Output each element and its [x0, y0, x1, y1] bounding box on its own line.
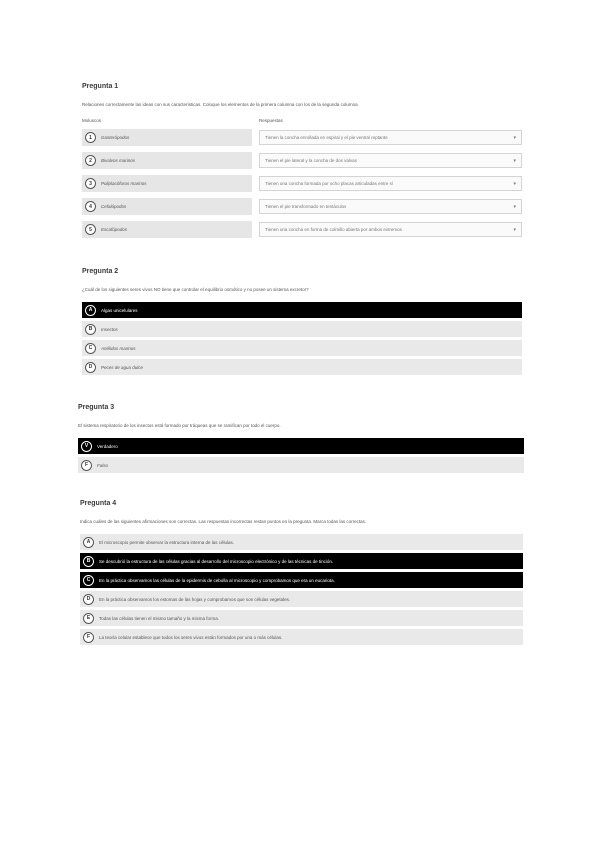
- option-letter: A: [83, 537, 94, 548]
- option-letter: B: [83, 556, 94, 567]
- match-term: [82, 152, 252, 169]
- question-1: [82, 83, 522, 238]
- answer-dropdown[interactable]: [259, 222, 522, 237]
- option-letter: D: [83, 594, 94, 605]
- option-label: Todas las células tienen el mismo tamaño y la misma forma.: [99, 615, 220, 621]
- chevron-down-icon: ▾: [513, 226, 516, 233]
- option-letter: A: [85, 305, 96, 316]
- match-row: [82, 152, 522, 169]
- chevron-down-icon: ▾: [513, 134, 516, 141]
- option-letter: F: [83, 632, 94, 643]
- chevron-down-icon: ▾: [513, 180, 516, 187]
- number-badge: 3: [85, 178, 96, 189]
- question-title: Pregunta 1: [82, 83, 119, 90]
- option-label: Se descubrió la estructura de las células gracias al desarrollo del microscopio electrónico y de las técnicas de tinción.: [99, 558, 334, 564]
- column-left-label: Moluscos: [82, 118, 102, 123]
- answer-option[interactable]: [80, 572, 523, 588]
- dropdown-value: Tienen el pie lateral y la concha de dos valvas: [265, 158, 357, 163]
- question-text: Relaciones correctamente las ideas con sus características. Coloque los elementos de la primera columna con los de la segunda columna.: [82, 102, 359, 107]
- question-text: ¿Cuál de los siguientes seres vivos NO tiene que controlar el equilibrio osmótico y no posee un sistema excretor?: [82, 287, 309, 292]
- answer-dropdown[interactable]: [259, 130, 522, 145]
- dropdown-value: Tienen una concha en forma de colmillo abierta por ambos extremos: [265, 227, 402, 232]
- match-term: [82, 221, 252, 238]
- match-row: [82, 175, 522, 192]
- match-term: [82, 198, 252, 215]
- option-letter: B: [85, 324, 96, 335]
- answer-option[interactable]: [82, 340, 522, 356]
- term-label: Cefalópodos: [101, 204, 127, 209]
- answer-option[interactable]: [82, 321, 522, 337]
- answer-option[interactable]: [78, 438, 524, 454]
- option-label: Falso: [97, 462, 109, 468]
- option-letter: V: [81, 441, 92, 452]
- answer-dropdown[interactable]: [259, 199, 522, 214]
- match-term: [82, 129, 252, 146]
- option-letter: F: [81, 460, 92, 471]
- dropdown-value: Tienen la concha enrollada en espiral y el pie ventral reptante: [265, 135, 388, 140]
- question-title: Pregunta 4: [80, 500, 117, 507]
- dropdown-value: Tienen el pie transformado en tentáculos: [265, 204, 347, 209]
- chevron-down-icon: ▾: [513, 157, 516, 164]
- option-label: Anélidos marinos: [101, 345, 136, 351]
- term-label: Bivalvos marinos: [101, 158, 136, 163]
- answer-option[interactable]: [82, 302, 522, 318]
- option-label: La teoría celular establece que todos los seres vivos están formados por una o más células.: [99, 634, 283, 640]
- match-row: [82, 221, 522, 238]
- match-term: [82, 175, 252, 192]
- answer-option[interactable]: [82, 359, 522, 375]
- question-2: [82, 268, 522, 375]
- option-label: En la práctica observamos los estomas de las hojas y comprobamos que son células vegetales.: [99, 596, 291, 602]
- number-badge: 5: [85, 224, 96, 235]
- question-4: [80, 500, 523, 645]
- number-badge: 4: [85, 201, 96, 212]
- option-label: Algas unicelulares: [101, 307, 138, 313]
- answer-dropdown[interactable]: [259, 153, 522, 168]
- option-letter: C: [83, 575, 94, 586]
- question-text: Indica cuáles de las siguientes afirmaciones son correctas. Las respuestas incorrectas restan puntos en la pregunta. Marca todas las correctas.: [80, 519, 367, 524]
- option-label: Insectos: [101, 326, 118, 332]
- answer-option[interactable]: [80, 591, 523, 607]
- option-letter: C: [85, 343, 96, 354]
- answer-option[interactable]: [80, 553, 523, 569]
- match-row: [82, 129, 522, 146]
- question-title: Pregunta 3: [78, 404, 115, 411]
- term-label: Escafópodos: [101, 227, 128, 232]
- option-letter: D: [85, 362, 96, 373]
- answer-option[interactable]: [80, 610, 523, 626]
- match-row: [82, 198, 522, 215]
- term-label: Poliplacóforos marinos: [101, 181, 147, 186]
- match-header: [82, 118, 522, 123]
- chevron-down-icon: ▾: [513, 203, 516, 210]
- option-letter: E: [83, 613, 94, 624]
- answer-option[interactable]: [78, 457, 524, 473]
- number-badge: 1: [85, 132, 96, 143]
- dropdown-value: Tienen una concha formada por ocho placas articuladas entre sí: [265, 181, 394, 186]
- answer-option[interactable]: [80, 534, 523, 550]
- option-label: Verdadero: [97, 443, 118, 449]
- number-badge: 2: [85, 155, 96, 166]
- answer-dropdown[interactable]: [259, 176, 522, 191]
- answer-option[interactable]: [80, 629, 523, 645]
- column-right-label: Respuestas: [259, 118, 283, 123]
- question-3: [78, 404, 524, 473]
- question-title: Pregunta 2: [82, 268, 119, 275]
- question-text: El sistema respiratorio de los insectos está formado por tráqueas que se ramifican por todo el cuerpo.: [78, 423, 281, 428]
- option-label: Peces de agua dulce: [101, 364, 144, 370]
- option-label: El microscopio permite observar la estructura interna de las células.: [99, 539, 235, 545]
- option-label: En la práctica observamos las células de la epidermis de cebolla al microscopio y comprobamos que era un eucariota.: [99, 577, 335, 583]
- term-label: Gasterópodos: [101, 135, 130, 140]
